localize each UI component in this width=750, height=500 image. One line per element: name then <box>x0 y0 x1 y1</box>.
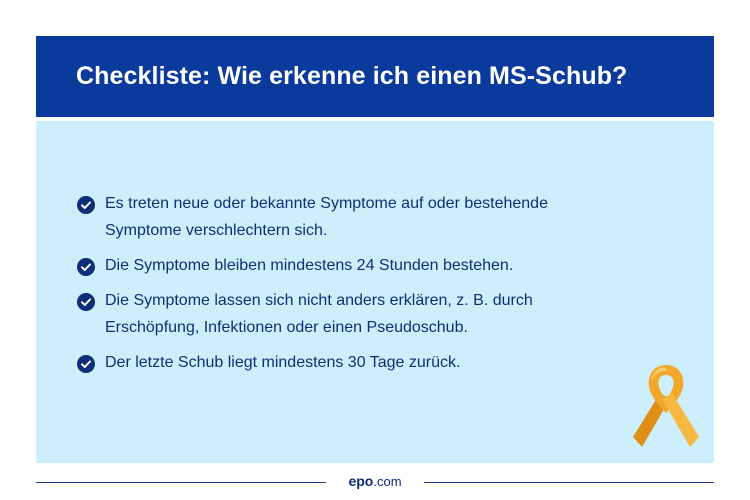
header-bar <box>36 36 714 117</box>
list-item-text: Die Symptome bleiben mindestens 24 Stunden bestehen. <box>105 257 514 274</box>
footer <box>36 472 714 492</box>
page-title: Checkliste: Wie erkenne ich einen MS-Schub? <box>76 62 628 90</box>
check-circle-icon <box>77 196 95 214</box>
footer-divider-right <box>424 482 714 483</box>
footer-divider-left <box>36 482 326 483</box>
list-item <box>77 193 597 244</box>
list-item <box>77 352 597 376</box>
list-item <box>77 255 597 279</box>
list-item-text: Die Symptome lassen sich nicht anders erklären, z. B. durch Erschöpfung, Infektionen oder einen Pseudoschub. <box>105 292 533 336</box>
checklist-card <box>36 36 714 463</box>
awareness-ribbon-icon <box>630 361 702 453</box>
brand-logo <box>348 473 401 489</box>
brand-name: epo <box>348 473 374 489</box>
list-item <box>77 290 597 341</box>
check-circle-icon <box>77 258 95 276</box>
check-circle-icon <box>77 293 95 311</box>
checklist <box>77 193 597 376</box>
list-item-text: Der letzte Schub liegt mindestens 30 Tage zurück. <box>105 354 461 371</box>
list-item-text: Es treten neue oder bekannte Symptome auf oder bestehende Symptome verschlechtern sich. <box>105 195 548 239</box>
brand-domain: .com <box>373 474 402 489</box>
check-circle-icon <box>77 355 95 373</box>
checklist-panel <box>36 121 714 463</box>
